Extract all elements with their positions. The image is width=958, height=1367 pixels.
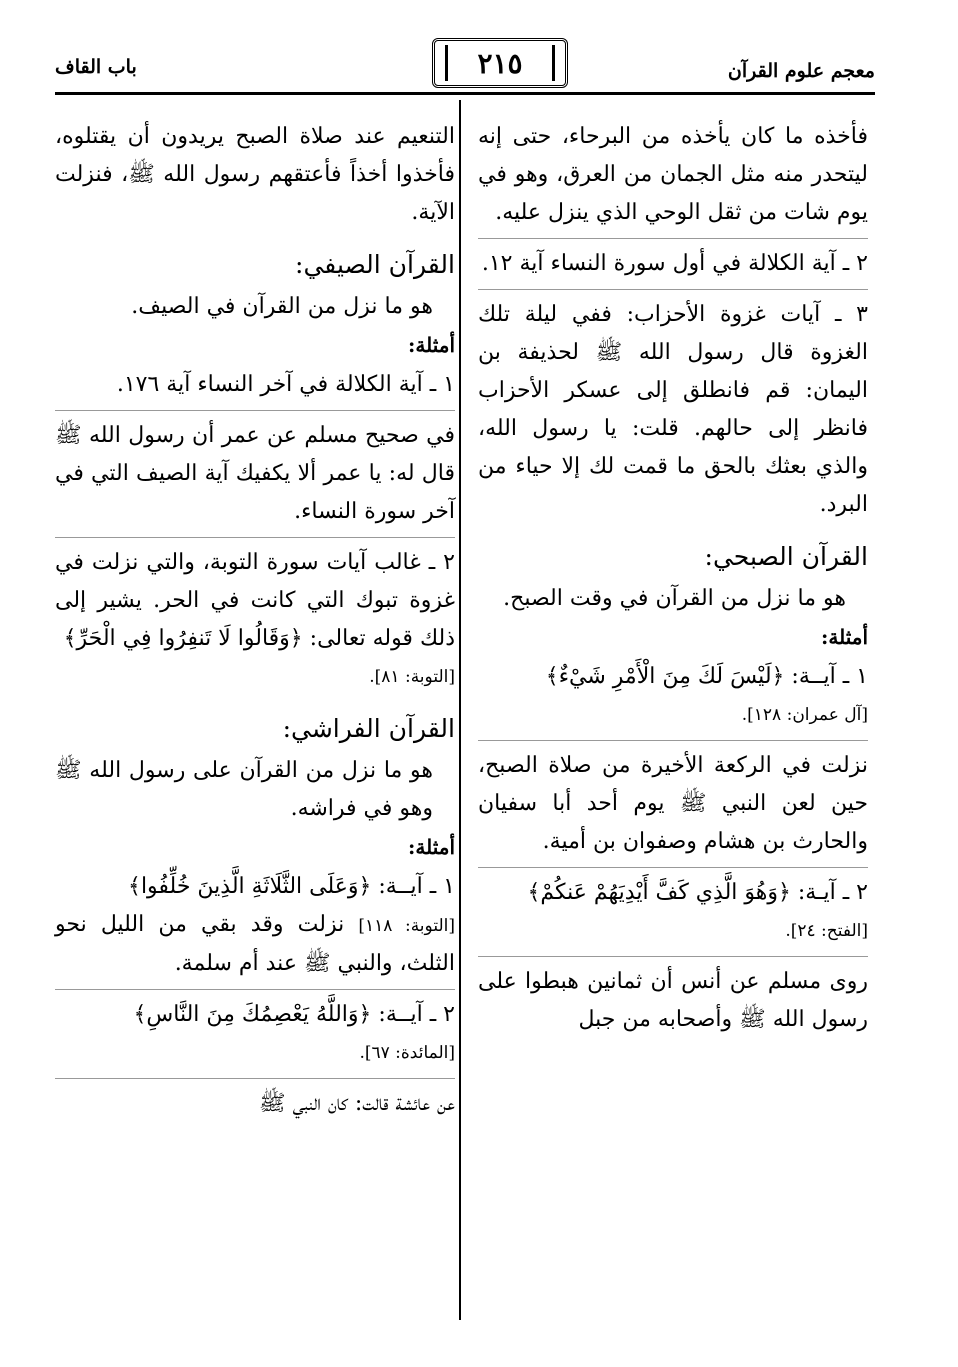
page-number: ٢١٥ bbox=[432, 38, 568, 88]
header-rule bbox=[55, 92, 875, 95]
verse-reference: [الفتح: ٢٤]. bbox=[478, 912, 868, 957]
right-column bbox=[478, 118, 868, 1051]
example-verse: ١ ـ آيــة: ﴿لَيْسَ لَكَ مِنَ الْأَمْرِ شَيْءٌ﴾ bbox=[545, 664, 868, 689]
book-title: معجم علوم القرآن bbox=[727, 60, 875, 82]
left-column bbox=[55, 118, 455, 1135]
section-heading: القرآن الصيفي: bbox=[295, 250, 455, 279]
paragraph: ٢ ـ آية الكلالة في أول سورة النساء آية ١٢. bbox=[478, 245, 868, 290]
verse-reference: [التوبة: ٨١]. bbox=[369, 667, 455, 687]
verse-reference: [آل عمران: ١٢٨]. bbox=[478, 696, 868, 741]
examples-label: أمثلة: bbox=[820, 625, 868, 649]
definition: هو ما نزل من القرآن في الصيف. bbox=[131, 294, 433, 319]
verse-reference: [المائدة: ٦٧]. bbox=[55, 1034, 455, 1079]
paragraph: فأخذه ما كان يأخذه من البرحاء، حتى إنه ليتحدر منه مثل الجمان من العرق، وهو في يوم شات من ثقل الوحي الذي ينزل عليه. bbox=[478, 118, 868, 239]
paragraph: روى مسلم عن أنس أن ثمانين هبطوا على رسول الله ﷺ وأصحابه من جبل bbox=[478, 969, 868, 1032]
page-header bbox=[55, 34, 875, 96]
column-divider bbox=[459, 100, 461, 1320]
paragraph: في صحيح مسلم عن عمر أن رسول الله ﷺ قال له: يا عمر ألا يكفيك آية الصيف التي في آخر سورة النساء. bbox=[55, 417, 455, 538]
paragraph: نزلت في الركعة الأخيرة من صلاة الصبح، حين لعن النبي ﷺ يوم أحد أبا سفيان والحارث بن هشام وصفوان بن أمية. bbox=[478, 747, 868, 868]
paragraph: ٢ ـ غالب آيات سورة التوبة، والتي نزلت في غزوة تبوك التي كانت في الحر. يشير إلى ذلك قوله تعالى: ﴿وَقَالُوا لَا تَنفِرُوا فِي الْحَرِّ﴾ bbox=[55, 550, 455, 651]
paragraph: نزلت وقد بقي من الليل نحو الثلث، والنبي ﷺ عند أم سلمة. bbox=[55, 912, 455, 976]
examples-label: أمثلة: bbox=[407, 333, 455, 357]
chapter-title: باب القاف bbox=[55, 56, 137, 78]
paragraph: التنعيم عند صلاة الصبح يريدون أن يقتلوه، فأخذوا أخذاً فأعتقهم رسول الله ﷺ، فنزلت الآية. bbox=[55, 124, 455, 225]
verse-reference: [التوبة: ١١٨] bbox=[358, 916, 455, 936]
definition: هو ما نزل من القرآن في وقت الصبح. bbox=[503, 586, 846, 611]
paragraph: ٣ ـ آيات غزوة الأحزاب: ففي ليلة تلك الغزوة قال رسول الله ﷺ لحذيفة بن اليمان: قم فانطلق إلى عسكر الأحزاب فانظر إلى حالهم. قلت: يا رسول الله، والذي بعثك بالحق ما قمت لك إلا حياء من البرد. bbox=[478, 302, 868, 517]
examples-label: أمثلة: bbox=[407, 835, 455, 859]
example-verse: ١ ـ آيــة: ﴿وَعَلَى الثَّلَاثَةِ الَّذِينَ خُلِّفُوا﴾ bbox=[128, 874, 455, 899]
example-verse: ٢ ـ آيــة: ﴿وَاللَّهُ يَعْصِمُكَ مِنَ النَّاسِ﴾ bbox=[133, 1002, 455, 1027]
example-verse: ٢ ـ آيـة: ﴿وَهُوَ الَّذِي كَفَّ أَيْدِيَهُمْ عَنكُمْ﴾ bbox=[527, 880, 868, 905]
section-heading: القرآن الصبحي: bbox=[704, 542, 868, 571]
section-heading: القرآن الفراشي: bbox=[282, 714, 455, 743]
paragraph: ١ ـ آية الكلالة في آخر النساء آية ١٧٦. bbox=[55, 366, 455, 411]
paragraph: عن عائشة قالت: كان النبي ﷺ bbox=[259, 1091, 455, 1116]
definition: هو ما نزل من القرآن على رسول الله ﷺ وهو في فراشه. bbox=[55, 758, 433, 821]
